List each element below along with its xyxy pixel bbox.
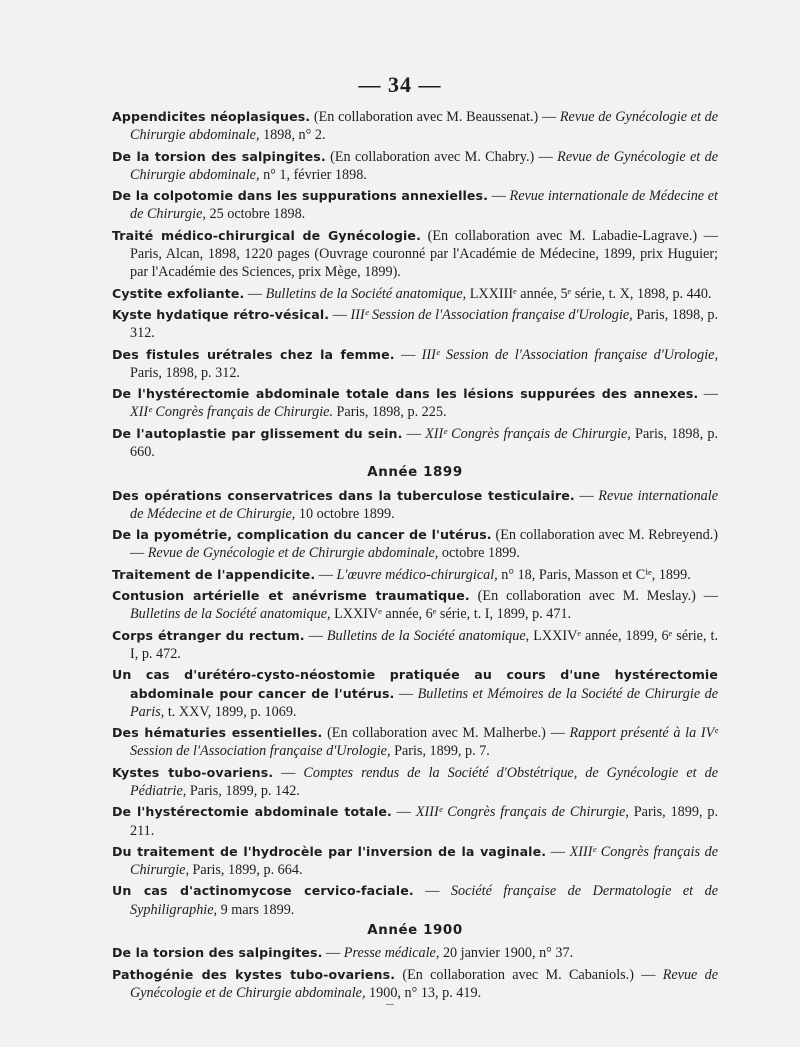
entry-collaboration: — bbox=[304, 627, 327, 644]
entry-venue: Revue de Gynécologie et de Chirurgie abdominale, bbox=[130, 966, 719, 1001]
bibliography-entry bbox=[112, 843, 718, 879]
entry-title: Kyste hydatique rétro-vésical. bbox=[112, 306, 330, 322]
entry-title: De la pyométrie, complication du cancer de l'utérus. bbox=[112, 527, 492, 543]
entry-collaboration: (En collaboration avec M. Malherbe.) — bbox=[322, 725, 570, 742]
entry-title: Kystes tubo-ovariens. bbox=[112, 764, 274, 780]
entry-collaboration: — bbox=[546, 843, 570, 860]
bibliography-entry bbox=[112, 346, 718, 382]
entry-collaboration: — bbox=[413, 883, 451, 900]
entry-venue: XIIIᵉ Congrès français de Chirurgie, bbox=[415, 804, 629, 821]
entry-title: Un cas d'actinomycose cervico-faciale. bbox=[112, 883, 414, 899]
entry-collaboration: — bbox=[329, 306, 351, 323]
entry-venue: Comptes rendus de la Société d'Obstétrique, de Gynécologie et de Pédiatrie, bbox=[130, 764, 718, 799]
entry-venue: XIIᵉ Congrès français de Chirurgie, bbox=[425, 425, 631, 442]
bibliography-entry bbox=[112, 385, 718, 421]
entry-details: LXXIIIᵉ année, 5ᵉ série, t. X, 1898, p. 440. bbox=[466, 285, 712, 302]
entry-venue: Presse médicale, bbox=[343, 945, 440, 962]
entry-details: Paris, 1898, p. 660. bbox=[130, 425, 718, 460]
entry-collaboration: — bbox=[244, 285, 266, 302]
bibliography-entry bbox=[112, 566, 718, 584]
entry-title: Traitement de l'appendicite. bbox=[112, 566, 316, 582]
entry-title: Appendicites néoplasiques. bbox=[112, 109, 311, 124]
bibliography-entry bbox=[112, 587, 718, 623]
entry-venue: Bulletins de la Société anatomique, bbox=[130, 606, 331, 623]
entry-collaboration: — bbox=[574, 487, 599, 504]
entry-title: De l'autoplastie par glissement du sein. bbox=[112, 425, 403, 441]
bibliography-entry bbox=[112, 285, 718, 303]
entry-collaboration: — bbox=[394, 346, 422, 363]
entry-details: Paris, 1898, p. 225. bbox=[333, 404, 447, 421]
entry-title: De l'hystérectomie abdominale totale dans les lésions suppurées des annexes. bbox=[112, 386, 699, 402]
bibliography-entry bbox=[112, 425, 718, 461]
entry-collaboration: — bbox=[402, 425, 426, 442]
entry-title: Du traitement de l'hydrocèle par l'inversion de la vaginale. bbox=[112, 843, 547, 859]
bibliography-entry bbox=[112, 187, 718, 223]
page-number: — 34 — bbox=[358, 72, 442, 97]
bibliography-entry bbox=[112, 108, 718, 144]
entry-venue: Revue de Gynécologie et de Chirurgie abdominale, bbox=[130, 109, 719, 144]
entry-details: 1900, n° 13, p. 419. bbox=[365, 984, 482, 1001]
bibliography-entry bbox=[112, 764, 718, 800]
entry-details: 9 mars 1899. bbox=[217, 901, 295, 918]
entry-title: De la torsion des salpingites. bbox=[112, 148, 326, 164]
entry-venue: XIIIᵉ Congrès français de Chirurgie, bbox=[130, 843, 718, 879]
entry-details: Paris, 1898, p. 312. bbox=[130, 364, 240, 381]
entry-title: Corps étranger du rectum. bbox=[112, 627, 305, 643]
entry-venue: Bulletins de la Société anatomique, bbox=[265, 285, 467, 302]
bibliography-list bbox=[112, 108, 718, 1005]
entry-details: Paris, 1899, p. 211. bbox=[130, 804, 719, 839]
entry-collaboration: — bbox=[315, 566, 337, 583]
entry-venue: Revue de Gynécologie et de Chirurgie abdominale, bbox=[130, 148, 718, 183]
entry-venue: Revue de Gynécologie et de Chirurgie abdominale, bbox=[147, 545, 439, 562]
year-heading: Année 1900 bbox=[367, 923, 463, 939]
entry-details: n° 18, Paris, Masson et Cⁱᵉ, 1899. bbox=[497, 566, 691, 583]
bibliography-entry bbox=[112, 227, 718, 282]
entry-title: Pathogénie des kystes tubo-ovariens. bbox=[112, 966, 396, 982]
entry-venue: Société française de Dermatologie et de Syphiligraphie, bbox=[130, 883, 719, 918]
entry-collaboration: (En collaboration avec M. Labadie-Lagrave.) — Paris, Alcan, 1898, 1220 pages (Ouvrage couronné par l'Académie de Médecine, 1899, prix Huguier; par l'Académie des Sciences, prix Mège, 1899). bbox=[130, 227, 718, 281]
entry-title: Un cas d'urétéro-cysto-néostomie pratiquée au cours d'une hystérectomie abdominale pour cancer de l'utérus. bbox=[112, 667, 718, 701]
entry-venue: IIIᵉ Session de l'Association française d'Urologie, bbox=[421, 346, 718, 363]
entry-title: Des hématuries essentielles. bbox=[112, 725, 323, 741]
entry-title: Traité médico-chirurgical de Gynécologie. bbox=[112, 227, 421, 243]
entry-collaboration: (En collaboration avec M. Chabry.) — bbox=[325, 148, 558, 165]
entry-collaboration: — bbox=[322, 945, 344, 962]
entry-details: LXXIVᵉ année, 1899, 6ᵉ série, t. I, p. 472. bbox=[130, 627, 718, 662]
entry-details: Paris, 1898, p. 312. bbox=[130, 306, 719, 342]
entry-venue: Rapport présenté à la IVᵉ Session de l'Association française d'Urologie, bbox=[130, 725, 718, 760]
entry-collaboration: — bbox=[273, 764, 304, 781]
entry-title: Des opérations conservatrices dans la tuberculose testiculaire. bbox=[112, 487, 575, 503]
entry-details: Paris, 1899, p. 664. bbox=[189, 862, 303, 879]
year-heading: Année 1899 bbox=[367, 465, 463, 481]
entry-title: De la torsion des salpingites. bbox=[112, 945, 323, 961]
entry-venue: XIIᵉ Congrès français de Chirurgie. bbox=[130, 404, 333, 421]
entry-details: 20 janvier 1900, n° 37. bbox=[439, 945, 574, 962]
entry-collaboration: (En collaboration avec M. Beaussenat.) — bbox=[310, 109, 560, 125]
entry-collaboration: (En collaboration avec M. Rebreyend.) — bbox=[130, 527, 718, 562]
entry-details: 1898, n° 2. bbox=[259, 127, 326, 144]
bibliography-entry bbox=[112, 803, 718, 839]
entry-collaboration: (En collaboration avec M. Cabaniols.) — bbox=[395, 966, 663, 983]
entry-collaboration: (En collaboration avec M. Meslay.) — bbox=[469, 588, 718, 605]
entry-collaboration: — bbox=[698, 386, 718, 403]
bibliography-entry bbox=[112, 724, 718, 760]
entry-details: octobre 1899. bbox=[438, 545, 520, 562]
entry-title: De la colpotomie dans les suppurations annexielles. bbox=[112, 188, 489, 204]
bibliography-entry bbox=[112, 944, 718, 962]
entry-details: 10 octobre 1899. bbox=[295, 505, 395, 522]
bibliography-entry bbox=[112, 882, 718, 918]
entry-venue: IIIᵉ Session de l'Association française d'Urologie, bbox=[350, 306, 633, 323]
entry-venue: Revue internationale de Médecine et de Chirurgie, bbox=[130, 487, 719, 522]
entry-title: De l'hystérectomie abdominale totale. bbox=[112, 804, 392, 820]
entry-collaboration: — bbox=[391, 804, 416, 821]
bibliography-entry bbox=[112, 148, 718, 184]
bibliography-entry bbox=[112, 666, 718, 721]
bibliography-entry bbox=[112, 526, 718, 562]
entry-collaboration: — bbox=[394, 685, 418, 702]
entry-venue: Bulletins et Mémoires de la Société de Chirurgie de Paris, bbox=[130, 685, 719, 720]
entry-title: Des fistules urétrales chez la femme. bbox=[112, 346, 395, 362]
entry-details: Paris, 1899, p. 7. bbox=[390, 743, 490, 760]
entry-details: t. XXV, 1899, p. 1069. bbox=[164, 703, 297, 720]
bibliography-entry bbox=[112, 627, 718, 663]
entry-title: Contusion artérielle et anévrisme traumatique. bbox=[112, 588, 470, 604]
bibliography-entry bbox=[112, 306, 718, 342]
bibliography-entry bbox=[112, 487, 718, 523]
entry-venue: Bulletins de la Société anatomique, bbox=[326, 627, 530, 644]
entry-details: 25 octobre 1898. bbox=[205, 206, 306, 223]
entry-venue: L'œuvre médico-chirurgical, bbox=[336, 566, 498, 583]
bottom-mark bbox=[386, 1004, 394, 1005]
entry-collaboration: — bbox=[488, 188, 510, 205]
bibliography-entry bbox=[112, 966, 718, 1002]
entry-details: Paris, 1899, p. 142. bbox=[186, 782, 300, 799]
entry-title: Cystite exfoliante. bbox=[112, 285, 245, 301]
entry-venue: Revue internationale de Médecine et de Chirurgie, bbox=[130, 188, 719, 223]
entry-details: n° 1, février 1898. bbox=[259, 166, 367, 183]
entry-details: LXXIVᵉ année, 6ᵉ série, t. I, 1899, p. 471. bbox=[330, 606, 572, 623]
